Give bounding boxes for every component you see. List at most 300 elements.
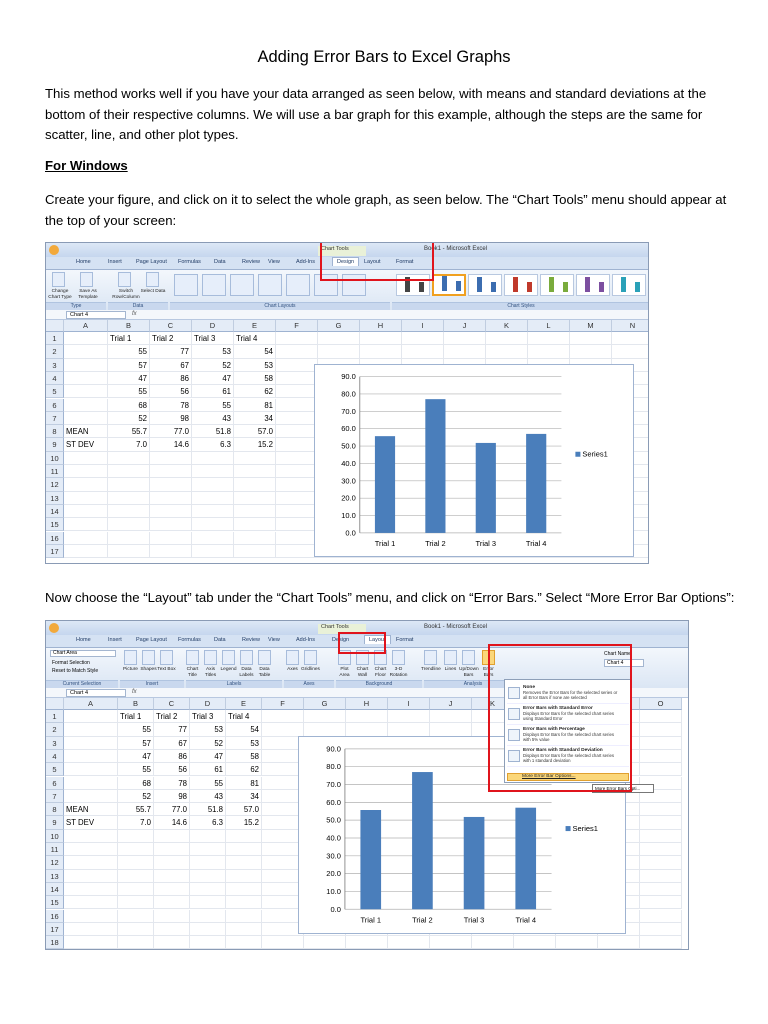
cell-f3[interactable] (276, 359, 318, 372)
column-header-j[interactable]: J (430, 698, 472, 710)
chart-layout-thumb[interactable] (174, 274, 198, 296)
cell-e14[interactable] (234, 505, 276, 518)
cell-b9[interactable]: 7.0 (108, 438, 150, 451)
cell-c5[interactable]: 56 (154, 763, 190, 776)
column-header-j[interactable]: J (444, 320, 486, 332)
chart-name-input[interactable]: Chart 4 (604, 659, 644, 667)
row-header[interactable]: 18 (46, 936, 64, 949)
cell-e6[interactable]: 81 (226, 777, 262, 790)
gridlines-icon[interactable] (304, 650, 317, 665)
axes-icon[interactable] (286, 650, 299, 665)
row-header[interactable]: 17 (46, 923, 64, 936)
row-header[interactable]: 17 (46, 545, 64, 558)
row-header[interactable]: 10 (46, 452, 64, 465)
cell-h1[interactable] (360, 332, 402, 345)
cell-d7[interactable]: 43 (190, 790, 226, 803)
cell-e1[interactable]: Trial 4 (226, 710, 262, 723)
cell-d16[interactable] (190, 910, 226, 923)
lines-icon[interactable] (444, 650, 457, 665)
chart-layout-thumb[interactable] (230, 274, 254, 296)
cell-a9[interactable]: ST DEV (64, 438, 108, 451)
cell-f4[interactable] (276, 372, 318, 385)
cell-o5[interactable] (640, 763, 682, 776)
tab-page-layout[interactable]: Page Layout (136, 637, 167, 643)
cell-a7[interactable] (64, 790, 118, 803)
tab-review[interactable]: Review (242, 637, 261, 643)
cell-c11[interactable] (150, 465, 192, 478)
cell-c14[interactable] (154, 883, 190, 896)
cell-e10[interactable] (226, 830, 262, 843)
cell-a1[interactable] (64, 710, 118, 723)
cell-b2[interactable]: 55 (108, 345, 150, 358)
cell-d6[interactable]: 55 (192, 399, 234, 412)
cell-a7[interactable] (64, 412, 108, 425)
cell-b6[interactable]: 68 (118, 777, 154, 790)
cell-g1[interactable] (318, 332, 360, 345)
cell-i1[interactable] (388, 710, 430, 723)
cell-e11[interactable] (234, 465, 276, 478)
row-header[interactable]: 11 (46, 843, 64, 856)
cell-d4[interactable]: 47 (190, 750, 226, 763)
text-box-icon[interactable] (160, 650, 173, 665)
cell-a5[interactable] (64, 385, 108, 398)
column-header-a[interactable]: A (64, 320, 108, 332)
row-header[interactable]: 9 (46, 816, 64, 829)
cell-e13[interactable] (226, 870, 262, 883)
cell-a6[interactable] (64, 399, 108, 412)
row-header[interactable]: 13 (46, 870, 64, 883)
cell-c13[interactable] (154, 870, 190, 883)
format-selection-button[interactable]: Format Selection (52, 660, 90, 666)
switch-row-column-icon[interactable] (118, 272, 131, 287)
cell-g1[interactable] (304, 710, 346, 723)
tab-add-ins[interactable]: Add-Ins (296, 259, 315, 265)
cell-e5[interactable]: 62 (226, 763, 262, 776)
column-header-l[interactable]: L (528, 320, 570, 332)
chart-style-thumb[interactable] (432, 274, 466, 296)
cell-f16[interactable] (276, 532, 318, 545)
cell-c1[interactable]: Trial 2 (154, 710, 190, 723)
cell-k2[interactable] (486, 345, 528, 358)
cell-a3[interactable] (64, 359, 108, 372)
cell-c9[interactable]: 14.6 (154, 816, 190, 829)
cell-n2[interactable] (612, 345, 649, 358)
cell-o17[interactable] (640, 923, 682, 936)
cell-o4[interactable] (640, 750, 682, 763)
cell-e13[interactable] (234, 492, 276, 505)
cell-d15[interactable] (190, 896, 226, 909)
cell-e15[interactable] (234, 518, 276, 531)
row-header[interactable]: 6 (46, 777, 64, 790)
cell-d6[interactable]: 55 (190, 777, 226, 790)
legend-icon[interactable] (222, 650, 235, 665)
row-header[interactable]: 16 (46, 532, 64, 545)
cell-k1[interactable] (486, 332, 528, 345)
cell-a4[interactable] (64, 750, 118, 763)
cell-d7[interactable]: 43 (192, 412, 234, 425)
cell-d11[interactable] (190, 843, 226, 856)
cell-m1[interactable] (570, 332, 612, 345)
cell-j1[interactable] (430, 710, 472, 723)
column-header-f[interactable]: F (276, 320, 318, 332)
cell-f2[interactable] (262, 723, 304, 736)
tab-formulas[interactable]: Formulas (178, 637, 201, 643)
cell-d11[interactable] (192, 465, 234, 478)
cell-b10[interactable] (118, 830, 154, 843)
row-header[interactable]: 13 (46, 492, 64, 505)
row-header[interactable]: 5 (46, 763, 64, 776)
save-as-template-icon[interactable] (80, 272, 93, 287)
cell-b11[interactable] (118, 843, 154, 856)
row-header[interactable]: 8 (46, 425, 64, 438)
cell-b2[interactable]: 55 (118, 723, 154, 736)
cell-a3[interactable] (64, 737, 118, 750)
cell-d5[interactable]: 61 (192, 385, 234, 398)
cell-g2[interactable] (318, 345, 360, 358)
cell-a12[interactable] (64, 856, 118, 869)
cell-f10[interactable] (276, 452, 318, 465)
cell-l18[interactable] (514, 936, 556, 949)
cell-b15[interactable] (108, 518, 150, 531)
cell-o9[interactable] (640, 816, 682, 829)
cell-c4[interactable]: 86 (150, 372, 192, 385)
cell-b17[interactable] (118, 923, 154, 936)
cell-a14[interactable] (64, 883, 118, 896)
column-header-i[interactable]: I (388, 698, 430, 710)
row-header[interactable]: 4 (46, 750, 64, 763)
cell-c17[interactable] (154, 923, 190, 936)
cell-b5[interactable]: 55 (118, 763, 154, 776)
row-header[interactable]: 2 (46, 723, 64, 736)
cell-f12[interactable] (276, 478, 318, 491)
change-chart-type-icon[interactable] (52, 272, 65, 287)
cell-a15[interactable] (64, 896, 118, 909)
column-header-h[interactable]: H (346, 698, 388, 710)
cell-e3[interactable]: 53 (234, 359, 276, 372)
cell-j2[interactable] (444, 345, 486, 358)
cell-d15[interactable] (192, 518, 234, 531)
column-header-d[interactable]: D (190, 698, 226, 710)
cell-f9[interactable] (276, 438, 318, 451)
cell-c9[interactable]: 14.6 (150, 438, 192, 451)
cell-o11[interactable] (640, 843, 682, 856)
cell-b7[interactable]: 52 (118, 790, 154, 803)
reset-to-match-style-button[interactable]: Reset to Match Style (52, 668, 99, 674)
picture-icon[interactable] (124, 650, 137, 665)
cell-e7[interactable]: 34 (234, 412, 276, 425)
cell-e18[interactable] (226, 936, 262, 949)
tab-layout[interactable]: Layout (364, 635, 391, 644)
column-header-g[interactable]: G (318, 320, 360, 332)
select-all-corner[interactable] (46, 320, 64, 332)
cell-d1[interactable]: Trial 3 (190, 710, 226, 723)
cell-e14[interactable] (226, 883, 262, 896)
cell-b10[interactable] (108, 452, 150, 465)
row-header[interactable]: 12 (46, 478, 64, 491)
3-d-rotation-icon[interactable] (392, 650, 405, 665)
tab-add-ins[interactable]: Add-Ins (296, 637, 315, 643)
cell-h2[interactable] (360, 345, 402, 358)
cell-o12[interactable] (640, 856, 682, 869)
select-all-corner[interactable] (46, 698, 64, 710)
tab-home[interactable]: Home (76, 259, 91, 265)
column-header-k[interactable]: K (472, 698, 514, 710)
row-header[interactable]: 2 (46, 345, 64, 358)
cell-a4[interactable] (64, 372, 108, 385)
cell-b5[interactable]: 55 (108, 385, 150, 398)
cell-a1[interactable] (64, 332, 108, 345)
chart-style-thumb[interactable] (504, 274, 538, 296)
cell-d13[interactable] (190, 870, 226, 883)
cell-e2[interactable]: 54 (234, 345, 276, 358)
cell-e2[interactable]: 54 (226, 723, 262, 736)
cell-a2[interactable] (64, 723, 118, 736)
column-header-d[interactable]: D (192, 320, 234, 332)
cell-f18[interactable] (262, 936, 304, 949)
row-header[interactable]: 4 (46, 372, 64, 385)
cell-a16[interactable] (64, 532, 108, 545)
cell-a16[interactable] (64, 910, 118, 923)
cell-f13[interactable] (276, 492, 318, 505)
cell-e10[interactable] (234, 452, 276, 465)
select-data-icon[interactable] (146, 272, 159, 287)
cell-d5[interactable]: 61 (190, 763, 226, 776)
tab-view[interactable]: View (268, 637, 280, 643)
shapes-icon[interactable] (142, 650, 155, 665)
cell-c3[interactable]: 67 (150, 359, 192, 372)
cell-d16[interactable] (192, 532, 234, 545)
cell-o1[interactable] (640, 710, 682, 723)
tab-data[interactable]: Data (214, 259, 226, 265)
cell-e9[interactable]: 15.2 (226, 816, 262, 829)
column-header-k[interactable]: K (486, 320, 528, 332)
row-header[interactable]: 15 (46, 896, 64, 909)
cell-i2[interactable] (402, 345, 444, 358)
column-header-h[interactable]: H (360, 320, 402, 332)
cell-h18[interactable] (346, 936, 388, 949)
cell-b4[interactable]: 47 (108, 372, 150, 385)
cell-d8[interactable]: 51.8 (190, 803, 226, 816)
cell-f1[interactable] (276, 332, 318, 345)
tab-formulas[interactable]: Formulas (178, 259, 201, 265)
cell-b16[interactable] (108, 532, 150, 545)
name-box[interactable]: Chart 4 (66, 311, 126, 319)
chart-layout-thumb[interactable] (202, 274, 226, 296)
cell-e1[interactable]: Trial 4 (234, 332, 276, 345)
cell-b17[interactable] (108, 545, 150, 558)
chart-style-thumb[interactable] (468, 274, 502, 296)
tab-insert[interactable]: Insert (108, 637, 122, 643)
more-error-bar-options[interactable]: More Error Bar Options... (507, 773, 629, 781)
cell-b9[interactable]: 7.0 (118, 816, 154, 829)
cell-d3[interactable]: 52 (190, 737, 226, 750)
cell-a9[interactable]: ST DEV (64, 816, 118, 829)
cell-c16[interactable] (150, 532, 192, 545)
cell-a11[interactable] (64, 843, 118, 856)
column-header-b[interactable]: B (118, 698, 154, 710)
cell-c2[interactable]: 77 (154, 723, 190, 736)
row-header[interactable]: 1 (46, 332, 64, 345)
cell-c10[interactable] (154, 830, 190, 843)
cell-e4[interactable]: 58 (234, 372, 276, 385)
cell-d12[interactable] (192, 478, 234, 491)
trendline-icon[interactable] (424, 650, 437, 665)
cell-o16[interactable] (640, 910, 682, 923)
cell-o3[interactable] (640, 737, 682, 750)
chart-style-thumb[interactable] (576, 274, 610, 296)
tab-view[interactable]: View (268, 259, 280, 265)
cell-e9[interactable]: 15.2 (234, 438, 276, 451)
cell-d17[interactable] (192, 545, 234, 558)
office-button-icon[interactable] (49, 245, 59, 255)
cell-e6[interactable]: 81 (234, 399, 276, 412)
cell-c15[interactable] (150, 518, 192, 531)
cell-d2[interactable]: 53 (192, 345, 234, 358)
cell-b8[interactable]: 55.7 (108, 425, 150, 438)
cell-b18[interactable] (118, 936, 154, 949)
column-header-c[interactable]: C (150, 320, 192, 332)
cell-f1[interactable] (262, 710, 304, 723)
axis-titles-icon[interactable] (204, 650, 217, 665)
cell-k18[interactable] (472, 936, 514, 949)
cell-f2[interactable] (276, 345, 318, 358)
cell-f6[interactable] (276, 399, 318, 412)
cell-b8[interactable]: 55.7 (118, 803, 154, 816)
cell-b1[interactable]: Trial 1 (108, 332, 150, 345)
cell-d8[interactable]: 51.8 (192, 425, 234, 438)
column-header-f[interactable]: F (262, 698, 304, 710)
cell-e3[interactable]: 53 (226, 737, 262, 750)
cell-b13[interactable] (118, 870, 154, 883)
tab-review[interactable]: Review (242, 259, 261, 265)
cell-c7[interactable]: 98 (150, 412, 192, 425)
column-header-i[interactable]: I (402, 320, 444, 332)
tab-format[interactable]: Format (396, 637, 414, 643)
cell-a14[interactable] (64, 505, 108, 518)
column-header-b[interactable]: B (108, 320, 150, 332)
tab-insert[interactable]: Insert (108, 259, 122, 265)
cell-o10[interactable] (640, 830, 682, 843)
cell-b12[interactable] (118, 856, 154, 869)
cell-d14[interactable] (190, 883, 226, 896)
column-header-c[interactable]: C (154, 698, 190, 710)
column-header-e[interactable]: E (234, 320, 276, 332)
cell-e12[interactable] (226, 856, 262, 869)
cell-d9[interactable]: 6.3 (190, 816, 226, 829)
row-header[interactable]: 14 (46, 883, 64, 896)
name-box[interactable]: Chart 4 (66, 689, 126, 697)
row-header[interactable]: 7 (46, 790, 64, 803)
cell-a8[interactable]: MEAN (64, 803, 118, 816)
cell-n18[interactable] (598, 936, 640, 949)
cell-d10[interactable] (192, 452, 234, 465)
column-header-n[interactable]: N (612, 320, 649, 332)
cell-b15[interactable] (118, 896, 154, 909)
chart-style-thumb[interactable] (540, 274, 574, 296)
cell-a17[interactable] (64, 545, 108, 558)
cell-d12[interactable] (190, 856, 226, 869)
cell-g2[interactable] (304, 723, 346, 736)
cell-e5[interactable]: 62 (234, 385, 276, 398)
cell-l1[interactable] (528, 332, 570, 345)
cell-a13[interactable] (64, 870, 118, 883)
cell-c12[interactable] (150, 478, 192, 491)
cell-c1[interactable]: Trial 2 (150, 332, 192, 345)
chart-layout-thumb[interactable] (258, 274, 282, 296)
cell-b14[interactable] (118, 883, 154, 896)
cell-h1[interactable] (346, 710, 388, 723)
cell-e7[interactable]: 34 (226, 790, 262, 803)
cell-f5[interactable] (276, 385, 318, 398)
cell-a17[interactable] (64, 923, 118, 936)
cell-e17[interactable] (226, 923, 262, 936)
column-header-e[interactable]: E (226, 698, 262, 710)
cell-f14[interactable] (276, 505, 318, 518)
column-header-g[interactable]: G (304, 698, 346, 710)
cell-c18[interactable] (154, 936, 190, 949)
up-down-bars-icon[interactable] (462, 650, 475, 665)
chart-title-icon[interactable] (186, 650, 199, 665)
cell-d9[interactable]: 6.3 (192, 438, 234, 451)
tab-layout[interactable]: Layout (364, 259, 381, 265)
tab-format[interactable]: Format (396, 259, 414, 265)
cell-o18[interactable] (640, 936, 682, 949)
chart-layout-thumb[interactable] (286, 274, 310, 296)
cell-c2[interactable]: 77 (150, 345, 192, 358)
column-header-a[interactable]: A (64, 698, 118, 710)
cell-a10[interactable] (64, 452, 108, 465)
row-header[interactable]: 6 (46, 399, 64, 412)
cell-b14[interactable] (108, 505, 150, 518)
cell-e16[interactable] (226, 910, 262, 923)
cell-c15[interactable] (154, 896, 190, 909)
cell-b11[interactable] (108, 465, 150, 478)
tab-home[interactable]: Home (76, 637, 91, 643)
column-header-o[interactable]: O (640, 698, 682, 710)
cell-c8[interactable]: 77.0 (154, 803, 190, 816)
cell-d18[interactable] (190, 936, 226, 949)
row-header[interactable]: 15 (46, 518, 64, 531)
cell-c7[interactable]: 98 (154, 790, 190, 803)
cell-e4[interactable]: 58 (226, 750, 262, 763)
row-header[interactable]: 16 (46, 910, 64, 923)
cell-o2[interactable] (640, 723, 682, 736)
cell-o14[interactable] (640, 883, 682, 896)
cell-a10[interactable] (64, 830, 118, 843)
cell-c3[interactable]: 67 (154, 737, 190, 750)
cell-b4[interactable]: 47 (118, 750, 154, 763)
data-labels-icon[interactable] (240, 650, 253, 665)
tab-page-layout[interactable]: Page Layout (136, 259, 167, 265)
cell-c5[interactable]: 56 (150, 385, 192, 398)
tab-design[interactable]: Design (332, 637, 350, 643)
cell-j2[interactable] (430, 723, 472, 736)
office-button-icon[interactable] (49, 623, 59, 633)
cell-c10[interactable] (150, 452, 192, 465)
cell-b12[interactable] (108, 478, 150, 491)
cell-i18[interactable] (388, 936, 430, 949)
cell-d4[interactable]: 47 (192, 372, 234, 385)
row-header[interactable]: 3 (46, 737, 64, 750)
cell-d3[interactable]: 52 (192, 359, 234, 372)
cell-d13[interactable] (192, 492, 234, 505)
cell-e17[interactable] (234, 545, 276, 558)
tab-data[interactable]: Data (214, 637, 226, 643)
cell-f8[interactable] (276, 425, 318, 438)
row-header[interactable]: 11 (46, 465, 64, 478)
cell-f17[interactable] (276, 545, 318, 558)
cell-a13[interactable] (64, 492, 108, 505)
